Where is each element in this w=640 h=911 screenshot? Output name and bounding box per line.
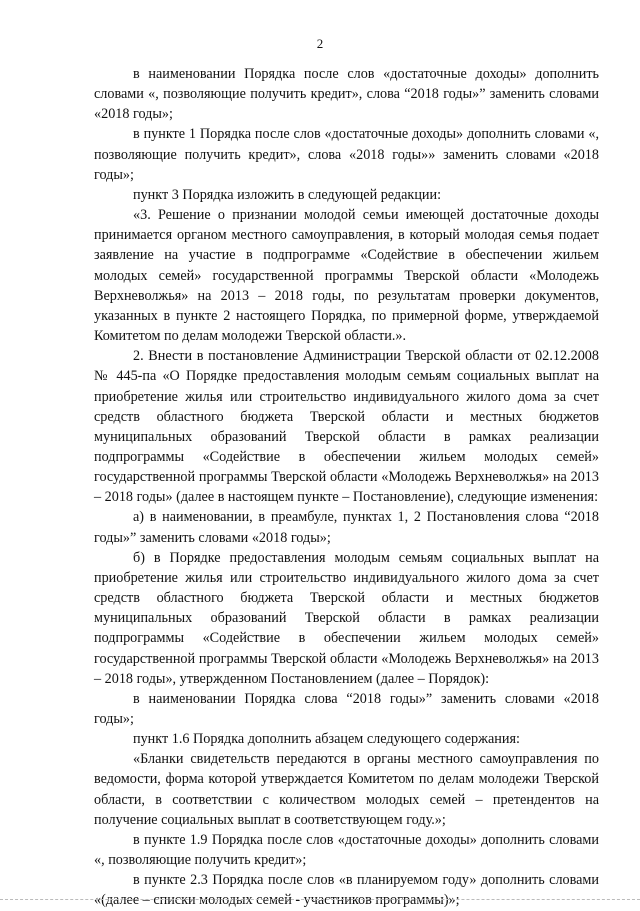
paragraph-10: «Бланки свидетельств передаются в органы местного самоуправления по ведомости, форма которой утверждается Комитетом по делам молодежи Тверской области, в соответствии с количеством молодых семей – претендентов на получение социальных выплат в соответствующем году.»;: [94, 751, 599, 828]
paragraph-6: а) в наименовании, в преамбуле, пунктах 1, 2 Постановления слова “2018 годы»” заменить словами «2018 годы»;: [94, 509, 599, 546]
page-number: 2: [316, 36, 324, 51]
scan-edge-line: [0, 899, 640, 901]
paragraph-4: «3. Решение о признании молодой семьи имеющей достаточные доходы принимается органом местного самоуправления, в который молодая семья подает заявление на участие в подпрограмме «Содействие в обеспечении жильем молодых семей» государственной программы Тверской области «Молодежь Верхневолжья» на 2013 – 2018 годы, по результатам проверки документов, указанных в пункте 2 настоящего Порядка, по примерной форме, утверждаемой Комитетом по делам молодежи Тверской области.».: [94, 207, 599, 345]
paragraph-1: в наименовании Порядка после слов «достаточные доходы» дополнить словами «, позволяющие получить кредит», слова “2018 годы»” заменить словами «2018 годы»;: [94, 66, 599, 123]
document-body: [94, 64, 599, 911]
paragraph-8: в наименовании Порядка слова “2018 годы»” заменить словами «2018 годы»;: [94, 690, 599, 727]
paragraph-2: в пункте 1 Порядка после слов «достаточные доходы» дополнить словами «, позволяющие получить кредит», слова «2018 годы»» заменить словами «2018 годы»;: [94, 126, 599, 183]
paragraph-5: 2. Внести в постановление Администрации Тверской области от 02.12.2008 № 445-па «О Порядке предоставления молодым семьям социальных выплат на приобретение жилья или строительство индивидуального жилого дома за счет средств областного бюджета Тверской области и местных бюджетов муниципальных образований Тверской области в рамках реализации подпрограммы «Содействие в обеспечении жильем молодых семей» государственной программы Тверской области «Молодежь Верхневолжья» на 2013 – 2018 годы» (далее в настоящем пункте – Постановление), следующие изменения:: [94, 348, 599, 506]
paragraph-12: в пункте 2.3 Порядка после слов «в планируемом году» дополнить словами «(далее – списки молодых семей - участников программы)»;: [94, 872, 599, 909]
paragraph-11: в пункте 1.9 Порядка после слов «достаточные доходы» дополнить словами «, позволяющие получить кредит»;: [94, 831, 599, 869]
paragraph-3: пункт 3 Порядка изложить в следующей редакции:: [133, 186, 442, 203]
paragraph-7: б) в Порядке предоставления молодым семьям социальных выплат на приобретение жилья или строительство индивидуального жилого дома за счет средств областного бюджета Тверской области и местных бюджетов муниципальных образований Тверской области в рамках реализации подпрограммы «Содействие в обеспечении жильем молодых семей» государственной программы Тверской области «Молодежь Верхневолжья» на 2013 – 2018 годы», утвержденном Постановлением (далее – Порядок):: [94, 549, 599, 687]
paragraph-9: пункт 1.6 Порядка дополнить абзацем следующего содержания:: [133, 731, 520, 748]
